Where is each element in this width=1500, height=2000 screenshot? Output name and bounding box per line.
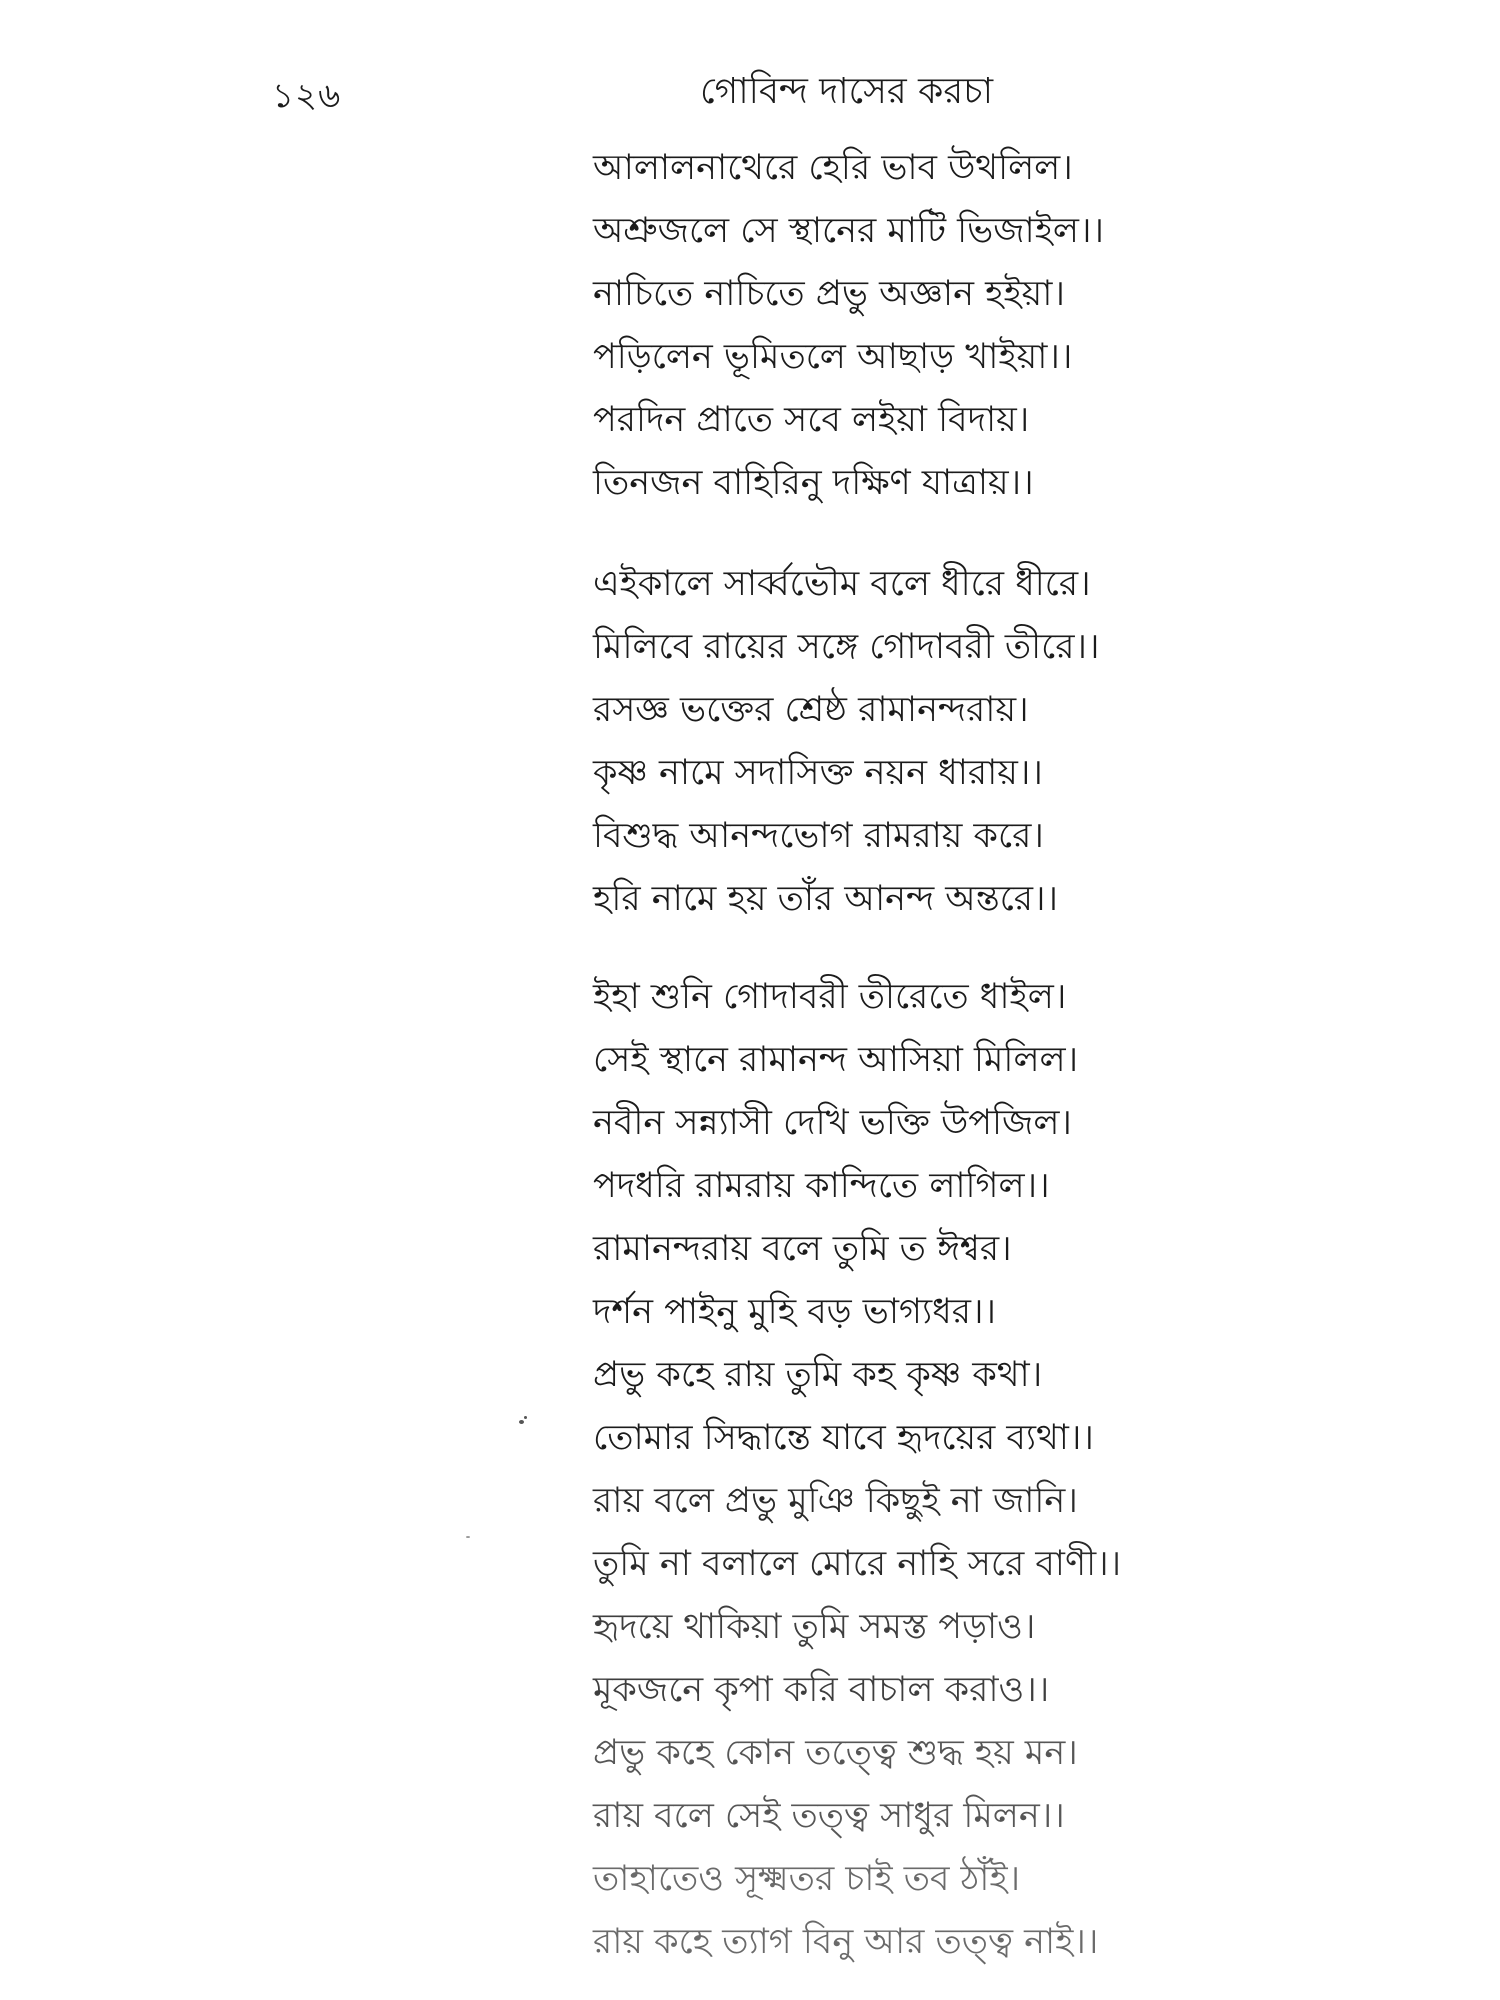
verse-line: এইকালে সার্ব্বভৌম বলে ধীরে ধীরে। xyxy=(593,564,1091,604)
verse-line: মূকজনে কৃপা করি বাচাল করাও।। xyxy=(593,1670,1050,1710)
page-header xyxy=(0,58,1500,118)
verse-line: রায় বলে সেই তত্ত্ব সাধুর মিলন।। xyxy=(593,1796,1065,1836)
verse-line: ইহা শুনি গোদাবরী তীরেতে ধাইল। xyxy=(593,977,1067,1017)
verse-line: মিলিবে রায়ের সঙ্গে গোদাবরী তীরে।। xyxy=(593,627,1100,667)
verse-line: তিনজন বাহিরিনু দক্ষিণ যাত্রায়।। xyxy=(593,463,1034,503)
verse-line: হৃদয়ে থাকিয়া তুমি সমস্ত পড়াও। xyxy=(593,1607,1036,1647)
page-number: ১২৬ xyxy=(272,76,342,116)
verse-line: পরদিন প্রাতে সবে লইয়া বিদায়। xyxy=(593,400,1030,440)
verse-line: তুমি না বলালে মোরে নাহি সরে বাণী।। xyxy=(593,1544,1122,1584)
verse-line: তাহাতেও সূক্ষ্মতর চাই তব ঠাঁই। xyxy=(593,1859,1021,1899)
verse-line: দর্শন পাইনু মুহি বড় ভাগ্যধর।। xyxy=(593,1292,997,1332)
verse-line: প্রভু কহে রায় তুমি কহ কৃষ্ণ কথা। xyxy=(593,1355,1043,1395)
verse-line: রায় কহে ত্যাগ বিনু আর তত্ত্ব নাই।। xyxy=(593,1922,1099,1962)
verse-line: অশ্রুজলে সে স্থানের মাটি ভিজাইল।। xyxy=(593,211,1105,251)
running-title: গোবিন্দ দাসের করচা xyxy=(700,71,994,112)
stanza-3 xyxy=(593,966,1313,1974)
verse-line: রামানন্দরায় বলে তুমি ত ঈশ্বর। xyxy=(593,1229,1012,1269)
scan-speck xyxy=(524,1416,527,1419)
verse-line: বিশুদ্ধ আনন্দভোগ রামরায় করে। xyxy=(593,816,1044,856)
verse-line: পড়িলেন ভূমিতলে আছাড় খাইয়া।। xyxy=(593,337,1073,377)
verse-line: রায় বলে প্রভু মুঞি কিছুই না জানি। xyxy=(593,1481,1078,1521)
stanza-2 xyxy=(593,553,1313,931)
verse-line: রসজ্ঞ ভক্তের শ্রেষ্ঠ রামানন্দরায়। xyxy=(593,690,1029,730)
verse-line: তোমার সিদ্ধান্তে যাবে হৃদয়ের ব্যথা।। xyxy=(593,1418,1094,1458)
verse-line: নবীন সন্ন্যাসী দেখি ভক্তি উপজিল। xyxy=(593,1103,1072,1143)
verse-line: পদধরি রামরায় কান্দিতে লাগিল।। xyxy=(593,1166,1050,1206)
verse-line: সেই স্থানে রামানন্দ আসিয়া মিলিল। xyxy=(593,1040,1079,1080)
verse-line: নাচিতে নাচিতে প্রভু অজ্ঞান হইয়া। xyxy=(593,274,1065,314)
stanza-1 xyxy=(593,137,1313,515)
verse-line: আলালনাথেরে হেরি ভাব উথলিল। xyxy=(593,148,1073,188)
verse-line: প্রভু কহে কোন তত্ত্বে শুদ্ধ হয় মন। xyxy=(593,1733,1078,1773)
verse-line: হরি নামে হয় তাঁর আনন্দ অন্তরে।। xyxy=(593,879,1059,919)
verse-line: কৃষ্ণ নামে সদাসিক্ত নয়ন ধারায়।। xyxy=(593,753,1043,793)
scan-speck xyxy=(519,1420,524,1424)
scan-speck xyxy=(466,1536,470,1538)
